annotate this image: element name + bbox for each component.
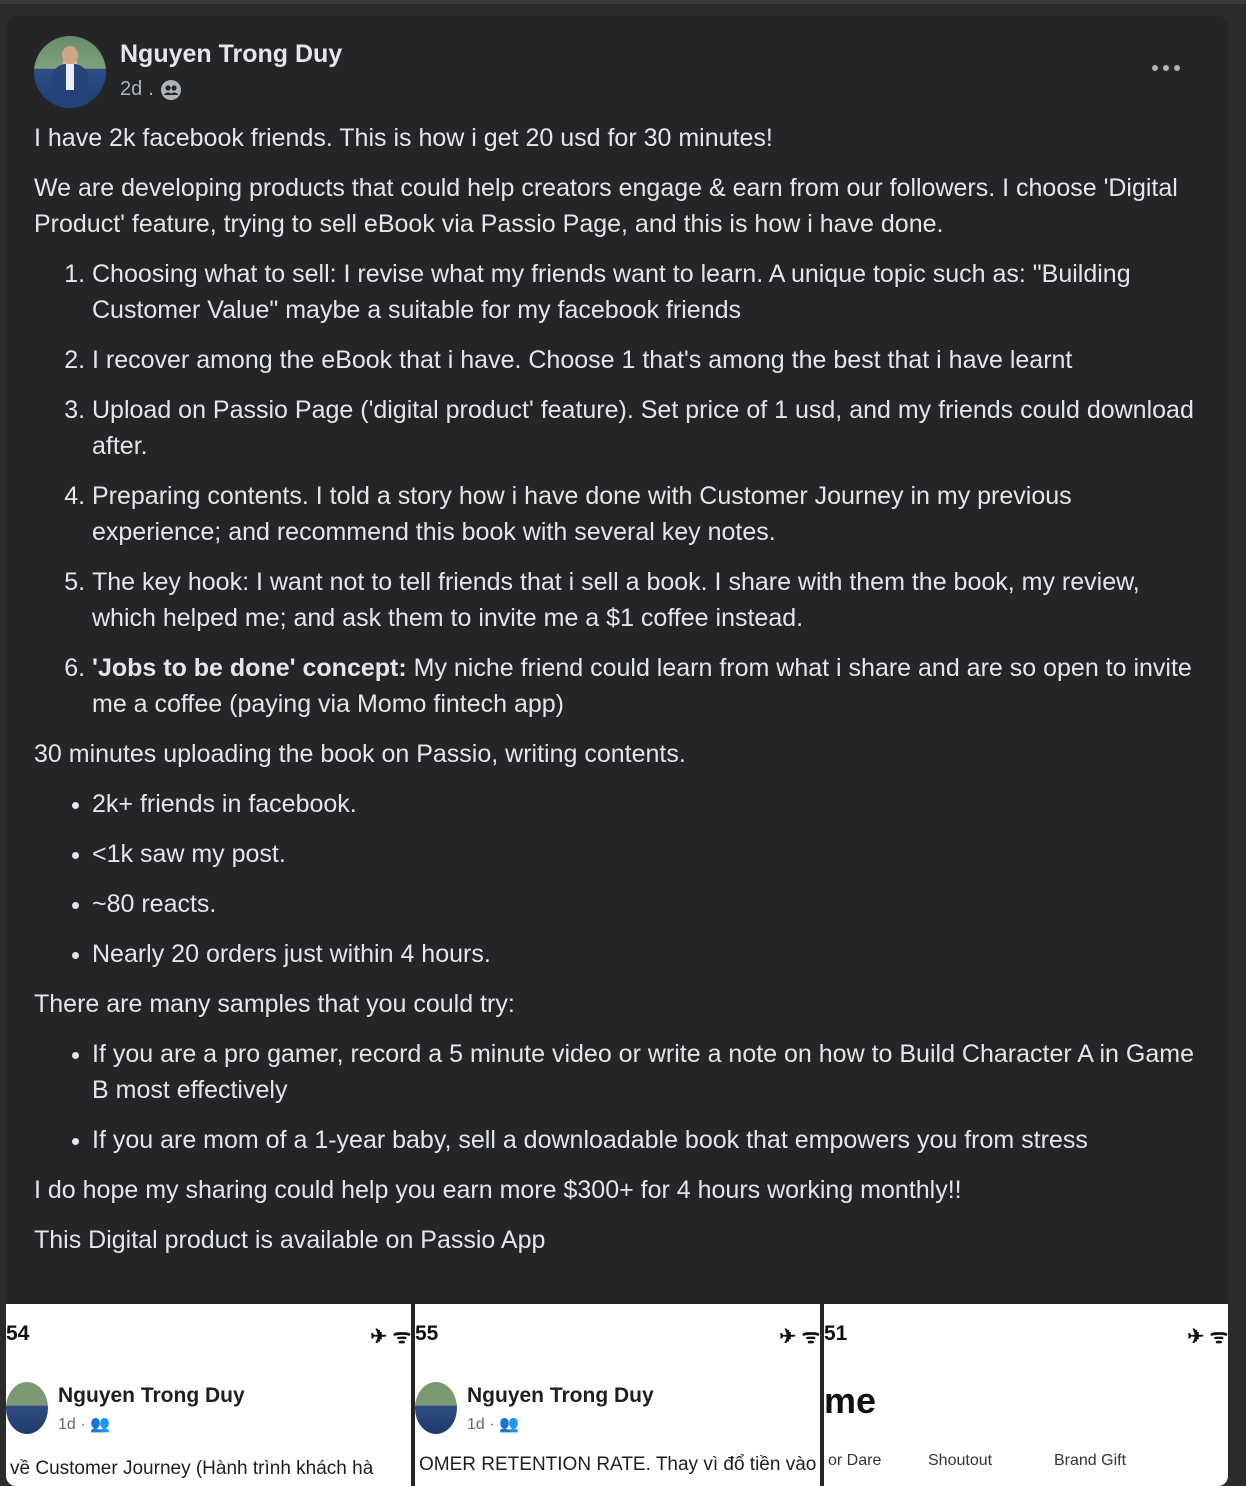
post-paragraph: I do hope my sharing could help you earn more $300+ for 4 hours working monthly!! — [34, 1176, 962, 1204]
post-paragraph: This Digital product is available on Passio App — [34, 1226, 546, 1254]
shot-title: me — [824, 1380, 877, 1421]
shot-tab: Brand Gift — [1054, 1452, 1127, 1469]
list-item: • If you are a pro gamer, record a 5 minute video or write a note on how to Build Character A in Game B most effectively — [92, 1036, 1204, 1108]
shot-author-name: Nguyen Trong Duy — [58, 1384, 245, 1407]
meta-separator: . — [148, 78, 154, 100]
post-paragraph: 30 minutes uploading the book on Passio, writing contents. — [34, 740, 686, 768]
shot-text: OMER RETENTION RATE. Thay vì đổ tiền vào — [419, 1454, 817, 1475]
more-dot-icon — [1152, 65, 1158, 71]
more-options-button[interactable] — [1152, 60, 1184, 76]
list-item: 3. Upload on Passio Page ('digital product' feature). Set price of 1 usd, and my friends could download after. — [92, 392, 1204, 464]
stats-list — [34, 786, 1204, 972]
post-paragraph: We are developing products that could help creators engage & earn from our followers. I choose 'Digital Product' feature, trying to sell eBook via Passio Page, and this is how i have done. — [34, 174, 1178, 238]
more-dot-icon — [1163, 65, 1169, 71]
author-avatar[interactable] — [34, 36, 106, 108]
phone-time: 55 — [415, 1322, 439, 1345]
avatar-shirt — [66, 64, 74, 90]
list-item: • 2k+ friends in facebook. — [92, 786, 1204, 822]
list-item: • ~80 reacts. — [92, 886, 1204, 922]
shot-tab: or Dare — [828, 1452, 882, 1469]
more-dot-icon — [1174, 65, 1180, 71]
author-name[interactable]: Nguyen Trong Duy — [120, 40, 343, 68]
attached-screenshot[interactable] — [6, 1304, 411, 1486]
shot-author-name: Nguyen Trong Duy — [467, 1384, 654, 1407]
friends-audience-icon[interactable] — [160, 79, 182, 101]
list-item — [92, 650, 1204, 722]
list-item: 4. Preparing contents. I told a story how i have done with Customer Journey in my previous experience; and recommend this book with several key notes. — [92, 478, 1204, 550]
samples-list — [34, 1036, 1204, 1158]
phone-status-icons: ✈ ᯤ — [1187, 1326, 1228, 1348]
avatar-head — [62, 46, 78, 64]
list-item: • If you are mom of a 1-year baby, sell a downloadable book that empowers you from stress — [92, 1122, 1204, 1158]
phone-time: 54 — [6, 1322, 30, 1345]
shot-meta: 1d · 👥 — [467, 1416, 519, 1433]
phone-status-icons: ✈ ᯤ — [779, 1326, 820, 1348]
phone-status-icons: ✈ ᯤ — [370, 1326, 411, 1348]
list-item: 1. Choosing what to sell: I revise what my friends want to learn. A unique topic such as: "Building Customer Value" maybe a suitable for my facebook friends — [92, 256, 1204, 328]
list-item: • Nearly 20 orders just within 4 hours. — [92, 936, 1204, 972]
step-text: My niche friend could learn from what i share and are so open to invite me a coffee (paying via Momo fintech app) — [92, 654, 1192, 718]
avatar — [6, 1382, 48, 1434]
attached-screenshot[interactable] — [415, 1304, 820, 1486]
post-body — [34, 120, 1204, 1272]
attached-screenshot[interactable] — [824, 1304, 1228, 1486]
avatar — [415, 1382, 457, 1434]
post-meta — [120, 78, 182, 101]
facebook-post — [6, 16, 1228, 1486]
post-paragraph: There are many samples that you could try: — [34, 990, 515, 1018]
shot-text: về Customer Journey (Hành trình khách hà — [10, 1458, 374, 1479]
shot-meta: 1d · 👥 — [58, 1416, 110, 1433]
post-time[interactable]: 2d — [120, 78, 143, 100]
list-item: 5. The key hook: I want not to tell friends that i sell a book. I share with them the book, my review, which helped me; and ask them to invite me a $1 coffee instead. — [92, 564, 1204, 636]
steps-list — [34, 256, 1204, 722]
list-item: • <1k saw my post. — [92, 836, 1204, 872]
shot-tab: Shoutout — [928, 1452, 993, 1469]
list-item: 2. I recover among the eBook that i have. Choose 1 that's among the best that i have learnt — [92, 342, 1204, 378]
post-intro: I have 2k facebook friends. This is how i get 20 usd for 30 minutes! — [34, 124, 773, 152]
attached-images — [6, 1304, 1228, 1486]
phone-time: 51 — [824, 1322, 848, 1345]
step-bold-label: 'Jobs to be done' concept: — [92, 654, 407, 682]
top-border — [0, 0, 1246, 4]
